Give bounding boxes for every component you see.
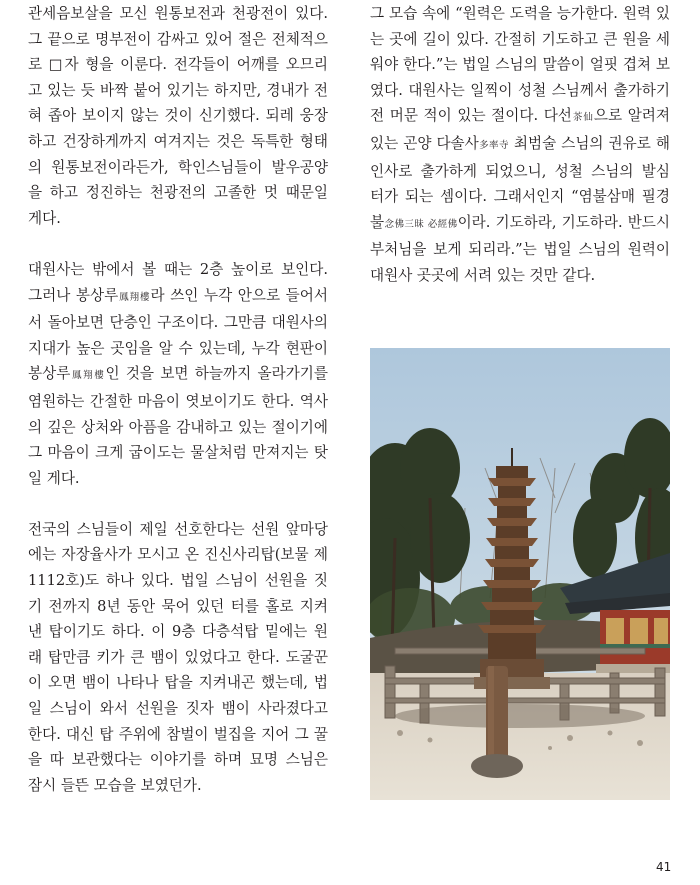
paragraph-4: 그 모습 속에 “원력은 도력을 능가한다. 원력 있는 곳에 길이 있다. 간절히 기도하고 큰 원을 세워야 한다.”는 법일 스님의 말씀이 얼핏 겹쳐 보였다. 대원사는 일찍이 성철 스님께서 출가하기 전 머문 적이 있는 절이다. 다선茶仙으로 알려져 있는 곤양 다솔사多率寺 최범술 스님의 권유로 해인사로 출가하게 되었으니, 성철 스님의 발심 터가 되는 셈이다. 그래서인지 “염불삼매 필경불念佛三昧 必經佛이라. 기도하라, 기도하라. 반드시 부처님을 보게 되리라.”는 법일 스님의 원력이 대원사 곳곳에 서려 있는 것만 같다. xyxy=(370,5,670,284)
hanja-annotation: 鳳翔樓 xyxy=(70,370,106,382)
hanja-annotation: 茶仙 xyxy=(571,112,594,124)
paragraph-3: 전국의 스님들이 제일 선호한다는 선원 앞마당에는 자장율사가 모시고 온 진신사리탑(보물 제1112호)도 하나 있다. 법일 스님이 선원을 짓기 전까지 8년 동안 묵어 있던 터를 홀로 지켜낸 탑이기도 하다. 이 9층 다층석탑 밑에는 원래 탑만큼 키가 큰 뱀이 있었다고 한다. 도굴꾼이 오면 뱀이 나타나 탑을 지켜내곤 했는데, 법일 스님이 와서 선원을 짓자 뱀이 사라졌다고 한다. 대신 탑 주위에 참벌이 벌집을 지어 그 꿀을 따 보관했다는 이야기를 하며 묘명 스님은 잠시 들뜬 모습을 보였던가. xyxy=(28,520,328,794)
left-text-column xyxy=(28,1,328,824)
hanja-annotation: 念佛三昧 必經佛 xyxy=(384,218,458,230)
paragraph-2: 대원사는 밖에서 볼 때는 2층 높이로 보인다. 그러나 봉상루鳳翔樓라 쓰인 누각 안으로 들어서서 돌아보면 단층인 구조이다. 그만큼 대원사의 지대가 높은 곳임을 알 수 있는데, 누각 현판이 봉상루鳳翔樓인 것을 보면 하늘까지 올라가기를 염원하는 간절한 마음이 엿보이기도 한다. 역사의 깊은 상처와 아픔을 감내하고 있는 절이기에 그 마음이 크게 굽이도는 물살처럼 만져지는 탓일 게다. xyxy=(28,260,328,487)
right-text-column xyxy=(370,1,670,314)
paragraph-1: 관세음보살을 모신 원통보전과 천광전이 있다. 그 끝으로 명부전이 감싸고 있어 절은 전체적으로 □자 형을 이룬다. 전각들이 어깨를 오므리고 있는 듯 바짝 붙어 있기는 하지만, 경내가 전혀 좁아 보이지 않는 것이 신기했다. 되레 웅장하고 건장하게까지 여겨지는 것은 독특한 형태의 원통보전이라든가, 학인스님들이 발우공양을 하고 정진하는 천광전의 고졸한 멋 때문일 게다. xyxy=(28,5,328,227)
hanja-annotation: 多率寺 xyxy=(478,139,509,151)
pagoda-photo xyxy=(370,348,670,800)
page-number: 41 xyxy=(656,860,672,874)
hanja-annotation: 鳳翔樓 xyxy=(118,291,151,303)
